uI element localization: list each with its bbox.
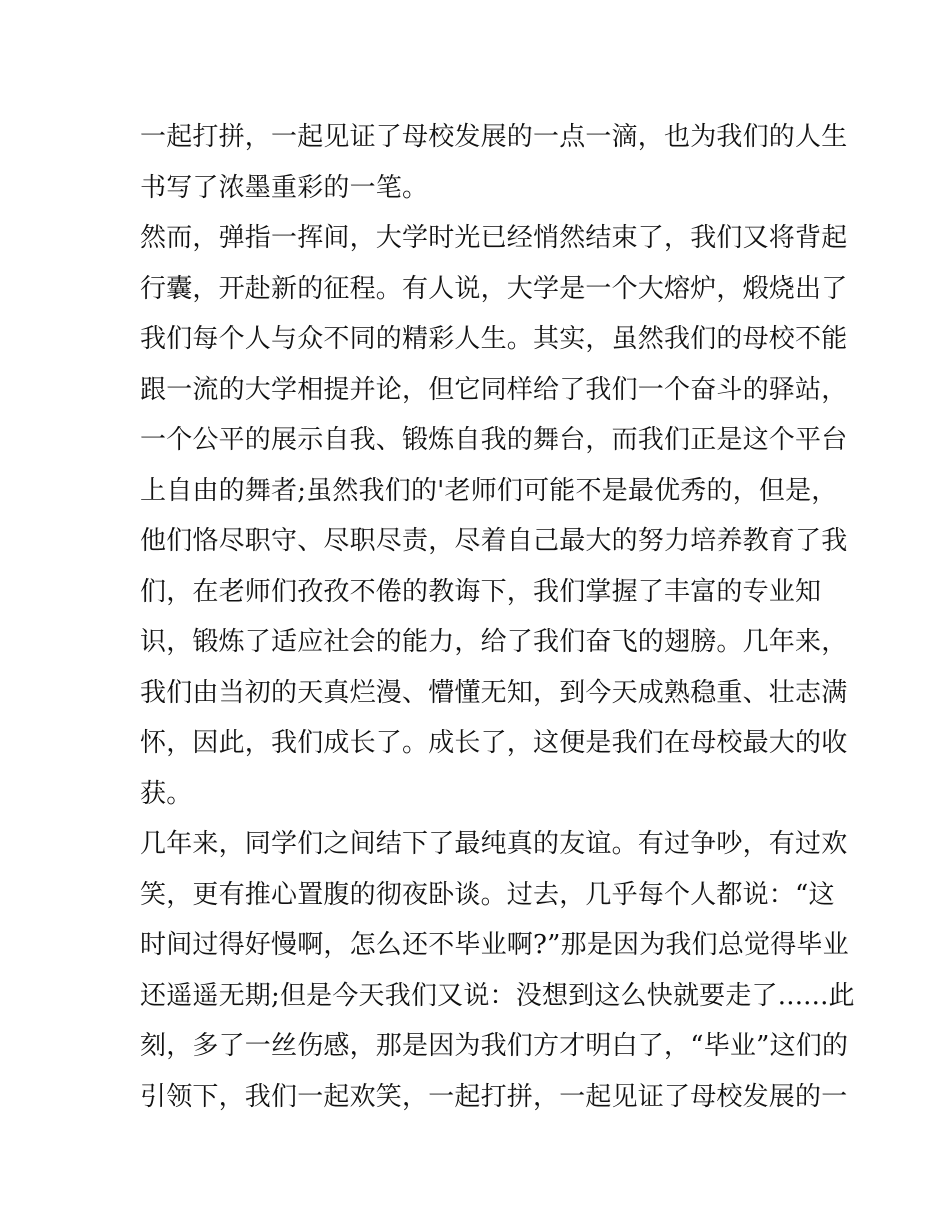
text-line-14: 获。 [140,778,193,809]
text-line-3: 然而，弹指一挥间，大学时光已经悄然结束了，我们又将背起 [140,223,848,253]
text-line-2: 书写了浓墨重彩的一笔。 [140,172,429,203]
text-line-10: 们，在老师们孜孜不倦的教诲下，我们掌握了丰富的专业知 [140,576,822,607]
text-line-5: 我们每个人与众不同的精彩人生。其实，虽然我们的母校不能 [140,324,848,354]
text-line-4: 行囊，开赴新的征程。有人说，大学是一个大熔炉，煅烧出了 [140,273,848,304]
text-line-1: 一起打拼，一起见证了母校发展的一点一滴，也为我们的人生 [140,122,848,152]
text-line-11: 识，锻炼了适应社会的能力，给了我们奋飞的翅膀。几年来， [140,627,848,657]
text-line-13: 怀，因此，我们成长了。成长了，这便是我们在母校最大的收 [140,728,848,758]
document-body [140,112,855,1122]
text-line-20: 引领下，我们一起欢笑，一起打拼，一起见证了母校发展的一 [140,1081,848,1112]
text-line-6: 跟一流的大学相提并论，但它同样给了我们一个奋斗的驿站， [140,374,848,405]
text-line-18: 还遥遥无期;但是今天我们又说：没想到这么快就要走了......此 [140,980,855,1011]
text-line-15: 几年来，同学们之间结下了最纯真的友谊。有过争吵，有过欢 [140,829,848,859]
text-line-17: 时间过得好慢啊，怎么还不毕业啊?”那是因为我们总觉得毕业 [140,930,849,960]
text-line-9: 他们恪尽职守、尽职尽责，尽着自己最大的努力培养教育了我 [140,526,848,556]
text-line-7: 一个公平的展示自我、锻炼自我的舞台，而我们正是这个平台 [140,425,848,455]
text-line-12: 我们由当初的天真烂漫、懵懂无知，到今天成熟稳重、壮志满 [140,677,848,708]
text-line-8: 上自由的舞者;虽然我们的'老师们可能不是最优秀的，但是， [140,475,838,506]
text-line-19: 刻，多了一丝伤感，那是因为我们方才明白了，“毕业”这们的 [140,1031,849,1061]
text-line-16: 笑，更有推心置腹的彻夜卧谈。过去，几乎每个人都说：“这 [140,879,835,910]
